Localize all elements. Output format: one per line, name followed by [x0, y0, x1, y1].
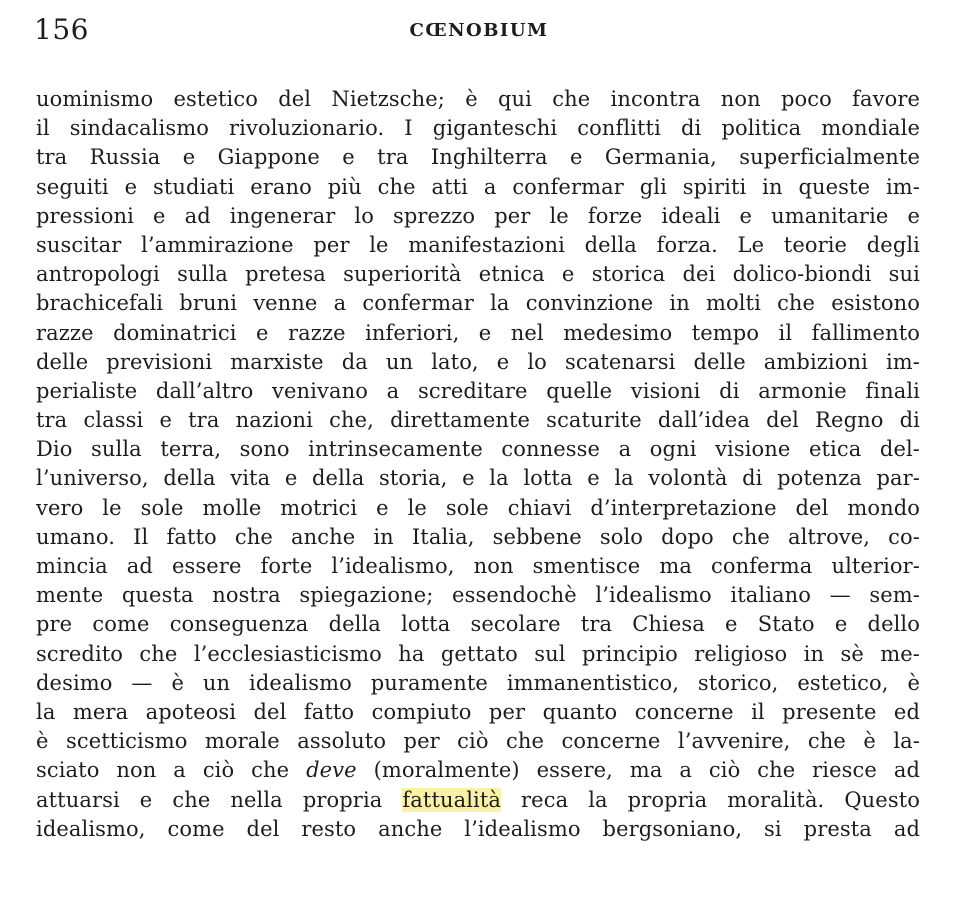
text-line: umano. Il fatto che anche in Italia, sebbene solo dopo che altrove, co- [36, 524, 920, 549]
running-title: CŒNOBIUM [409, 20, 549, 41]
text-line: l’universo, della vita e della storia, e la lotta e la volontà di potenza par- [36, 466, 920, 491]
text-line: Dio sulla terra, sono intrinsecamente connesse a ogni visione etica del- [36, 437, 920, 462]
text-line: desimo — è un idealismo puramente immanentistico, storico, estetico, è [36, 670, 920, 695]
text-line: mente questa nostra spiegazione; essendochè l’idealismo italiano — sem- [36, 583, 920, 608]
text-line: scredito che l’ecclesiasticismo ha gettato sul principio religioso in sè me- [36, 641, 920, 666]
text-line: brachicefali bruni venne a confermar la convinzione in molti che esistono [36, 291, 920, 316]
body-text [36, 85, 920, 844]
text-line: la mera apoteosi del fatto compiuto per quanto concerne il presente ed [36, 699, 920, 724]
text-segment: reca la propria moralità. Questo [501, 787, 920, 812]
text-segment: (moralmente) essere, ma a ciò che riesce ad [356, 758, 920, 783]
text-line: mincia ad essere forte l’idealismo, non smentisce ma conferma ulterior- [36, 554, 920, 578]
text-line: tra Russia e Giappone e tra Inghilterra e Germania, superficialmente [36, 145, 920, 170]
text-line: delle previsioni marxiste da un lato, e lo scatenarsi delle ambizioni im- [36, 349, 920, 374]
text-line: suscitar l’ammirazione per le manifestazioni della forza. Le teorie degli [36, 232, 920, 257]
text-line: pre come conseguenza della lotta secolare tra Chiesa e Stato e dello [36, 612, 920, 637]
text-line: idealismo, come del resto anche l’idealismo bergsoniano, si presta ad [36, 816, 920, 841]
text-line: razze dominatrici e razze inferiori, e nel medesimo tempo il fallimento [36, 320, 920, 345]
highlighted-word[interactable]: fattualità [402, 787, 502, 812]
page-number: 156 [34, 13, 89, 46]
text-line: vero le sole molle motrici e le sole chiavi d’interpretazione del mondo [36, 495, 920, 520]
text-line: antropologi sulla pretesa superiorità etnica e storica dei dolico-biondi sui [36, 262, 920, 287]
text-line-with-italic [36, 756, 920, 785]
text-line-with-highlight [36, 786, 920, 815]
italic-word: deve [306, 758, 357, 783]
text-line: tra classi e tra nazioni che, direttamente scaturite dall’idea del Regno di [36, 408, 920, 433]
text-line: uominismo estetico del Nietzsche; è qui che incontra non poco favore [36, 87, 920, 111]
text-line: è scetticismo morale assoluto per ciò che concerne l’avvenire, che è la- [36, 729, 920, 754]
text-segment: sciato non a ciò che [36, 758, 307, 783]
text-segment: attuarsi e che nella propria [36, 787, 403, 812]
text-line: il sindacalismo rivoluzionario. I giganteschi conflitti di politica mondiale [36, 116, 920, 141]
text-line: perialiste dall’altro venivano a screditare quelle visioni di armonie finali [36, 378, 920, 403]
text-line: pressioni e ad ingenerar lo sprezzo per le forze ideali e umanitarie e [36, 203, 920, 228]
text-line: seguiti e studiati erano più che atti a confermar gli spiriti in queste im- [36, 174, 920, 199]
